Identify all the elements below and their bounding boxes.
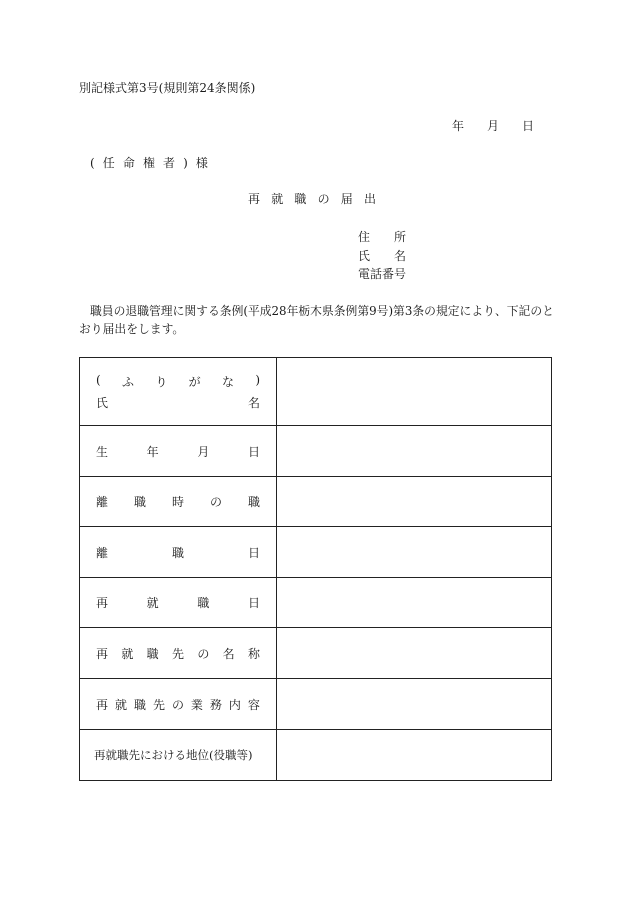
document-title: [248, 193, 376, 205]
position-at-retirement-value-cell[interactable]: [277, 477, 552, 527]
table-row: [80, 358, 552, 426]
label-char: 業: [190, 697, 203, 712]
employer-name-value-cell[interactable]: [277, 628, 552, 679]
name-label: [96, 394, 260, 411]
form-reference: 別記様式第3号(規則第24条関係): [79, 81, 256, 95]
body-line-1: 職員の退職管理に関する条例(平成28年栃木県条例第9号)第3条の規定により、下記のと: [90, 304, 554, 318]
title-char: の: [317, 192, 330, 206]
title-char: 出: [363, 192, 376, 206]
date-line: [452, 120, 534, 132]
label-char: の: [197, 646, 210, 661]
label-char: 職: [171, 545, 184, 560]
address-label-char: 所: [393, 230, 406, 244]
birthdate-value-cell[interactable]: [277, 426, 552, 477]
furigana-char: ): [255, 372, 260, 387]
retirement-date-label-cell: [80, 527, 277, 578]
job-description-value-cell[interactable]: [277, 679, 552, 730]
reemployment-date-label-cell: [80, 578, 277, 628]
table-row: [80, 730, 552, 781]
employer-name-label-cell: [80, 628, 277, 679]
label-char: 称: [247, 646, 260, 661]
form-table: [79, 357, 552, 781]
phone-label: 電話番号: [358, 267, 407, 281]
label-char: 再: [96, 646, 109, 661]
label-char: 職: [197, 596, 210, 610]
date-year-unit: 年: [452, 119, 465, 133]
label-char: 月: [197, 444, 210, 459]
label-char: の: [171, 697, 184, 712]
birthdate-label-cell: [80, 426, 277, 477]
table-row: [80, 628, 552, 679]
addressee-char: 権: [142, 156, 155, 170]
furigana-char: ふ: [122, 374, 135, 389]
position-at-employer-label-cell: [80, 730, 277, 781]
name-value-cell[interactable]: [277, 358, 552, 426]
label-char: 職: [247, 495, 260, 509]
furigana-char: り: [155, 374, 168, 389]
addressee-char: 任: [102, 156, 115, 170]
addressee: [90, 157, 208, 169]
label-char: 務: [209, 697, 222, 712]
label-char: 名: [247, 395, 260, 410]
table-row: [80, 527, 552, 578]
position-at-employer-label: 再就職先における地位(役職等): [94, 748, 253, 762]
title-char: 再: [248, 192, 261, 206]
addressee-honorific: 様: [195, 156, 208, 170]
label-char: 先: [152, 697, 165, 712]
table-row: [80, 426, 552, 477]
table-row: [80, 578, 552, 628]
furigana-char: (: [96, 372, 101, 387]
table-row: [80, 679, 552, 730]
label-char: 職: [146, 646, 159, 661]
label-char: 日: [247, 444, 260, 459]
title-char: 届: [340, 192, 353, 206]
label-char: 職: [133, 697, 146, 712]
name-label-char: 氏: [358, 249, 371, 263]
job-description-label-cell: [80, 679, 277, 730]
label-char: 日: [247, 596, 260, 610]
addressee-char: 者: [163, 156, 176, 170]
furigana-label: [96, 373, 260, 390]
label-char: 就: [146, 596, 159, 610]
name-with-furigana-label-cell: [80, 358, 277, 426]
position-at-employer-value-cell[interactable]: [277, 730, 552, 781]
addressee-open-paren: (: [90, 156, 95, 170]
retirement-date-value-cell[interactable]: [277, 527, 552, 578]
address-label-char: 住: [358, 230, 371, 244]
body-line-2: おり届出をします。: [79, 322, 185, 336]
date-day-unit: 日: [521, 119, 534, 133]
label-char: 離: [96, 545, 109, 560]
table-row: [80, 477, 552, 527]
label-char: 容: [247, 697, 260, 712]
label-char: 年: [146, 444, 159, 459]
label-char: 職: [133, 495, 146, 509]
label-char: 再: [96, 697, 109, 712]
label-char: 先: [171, 646, 184, 661]
furigana-char: が: [188, 374, 201, 389]
label-char: 離: [96, 495, 109, 509]
label-char: 名: [222, 646, 235, 661]
furigana-char: な: [221, 374, 234, 389]
addressee-char: 命: [122, 156, 135, 170]
label-char: 生: [96, 444, 109, 459]
label-char: 内: [228, 697, 241, 712]
address-label: [358, 231, 406, 243]
label-char: 就: [114, 697, 127, 712]
label-char: の: [209, 495, 222, 509]
label-char: 日: [247, 545, 260, 560]
title-char: 職: [294, 192, 307, 206]
label-char: 就: [121, 646, 134, 661]
date-month-unit: 月: [486, 119, 499, 133]
label-char: 氏: [96, 395, 109, 410]
reemployment-date-value-cell[interactable]: [277, 578, 552, 628]
label-char: 再: [96, 596, 109, 610]
name-label-char: 名: [393, 249, 406, 263]
title-char: 就: [271, 192, 284, 206]
label-char: 時: [171, 495, 184, 509]
position-at-retirement-label-cell: [80, 477, 277, 527]
addressee-close-paren: ): [183, 156, 188, 170]
name-label: [358, 250, 406, 262]
